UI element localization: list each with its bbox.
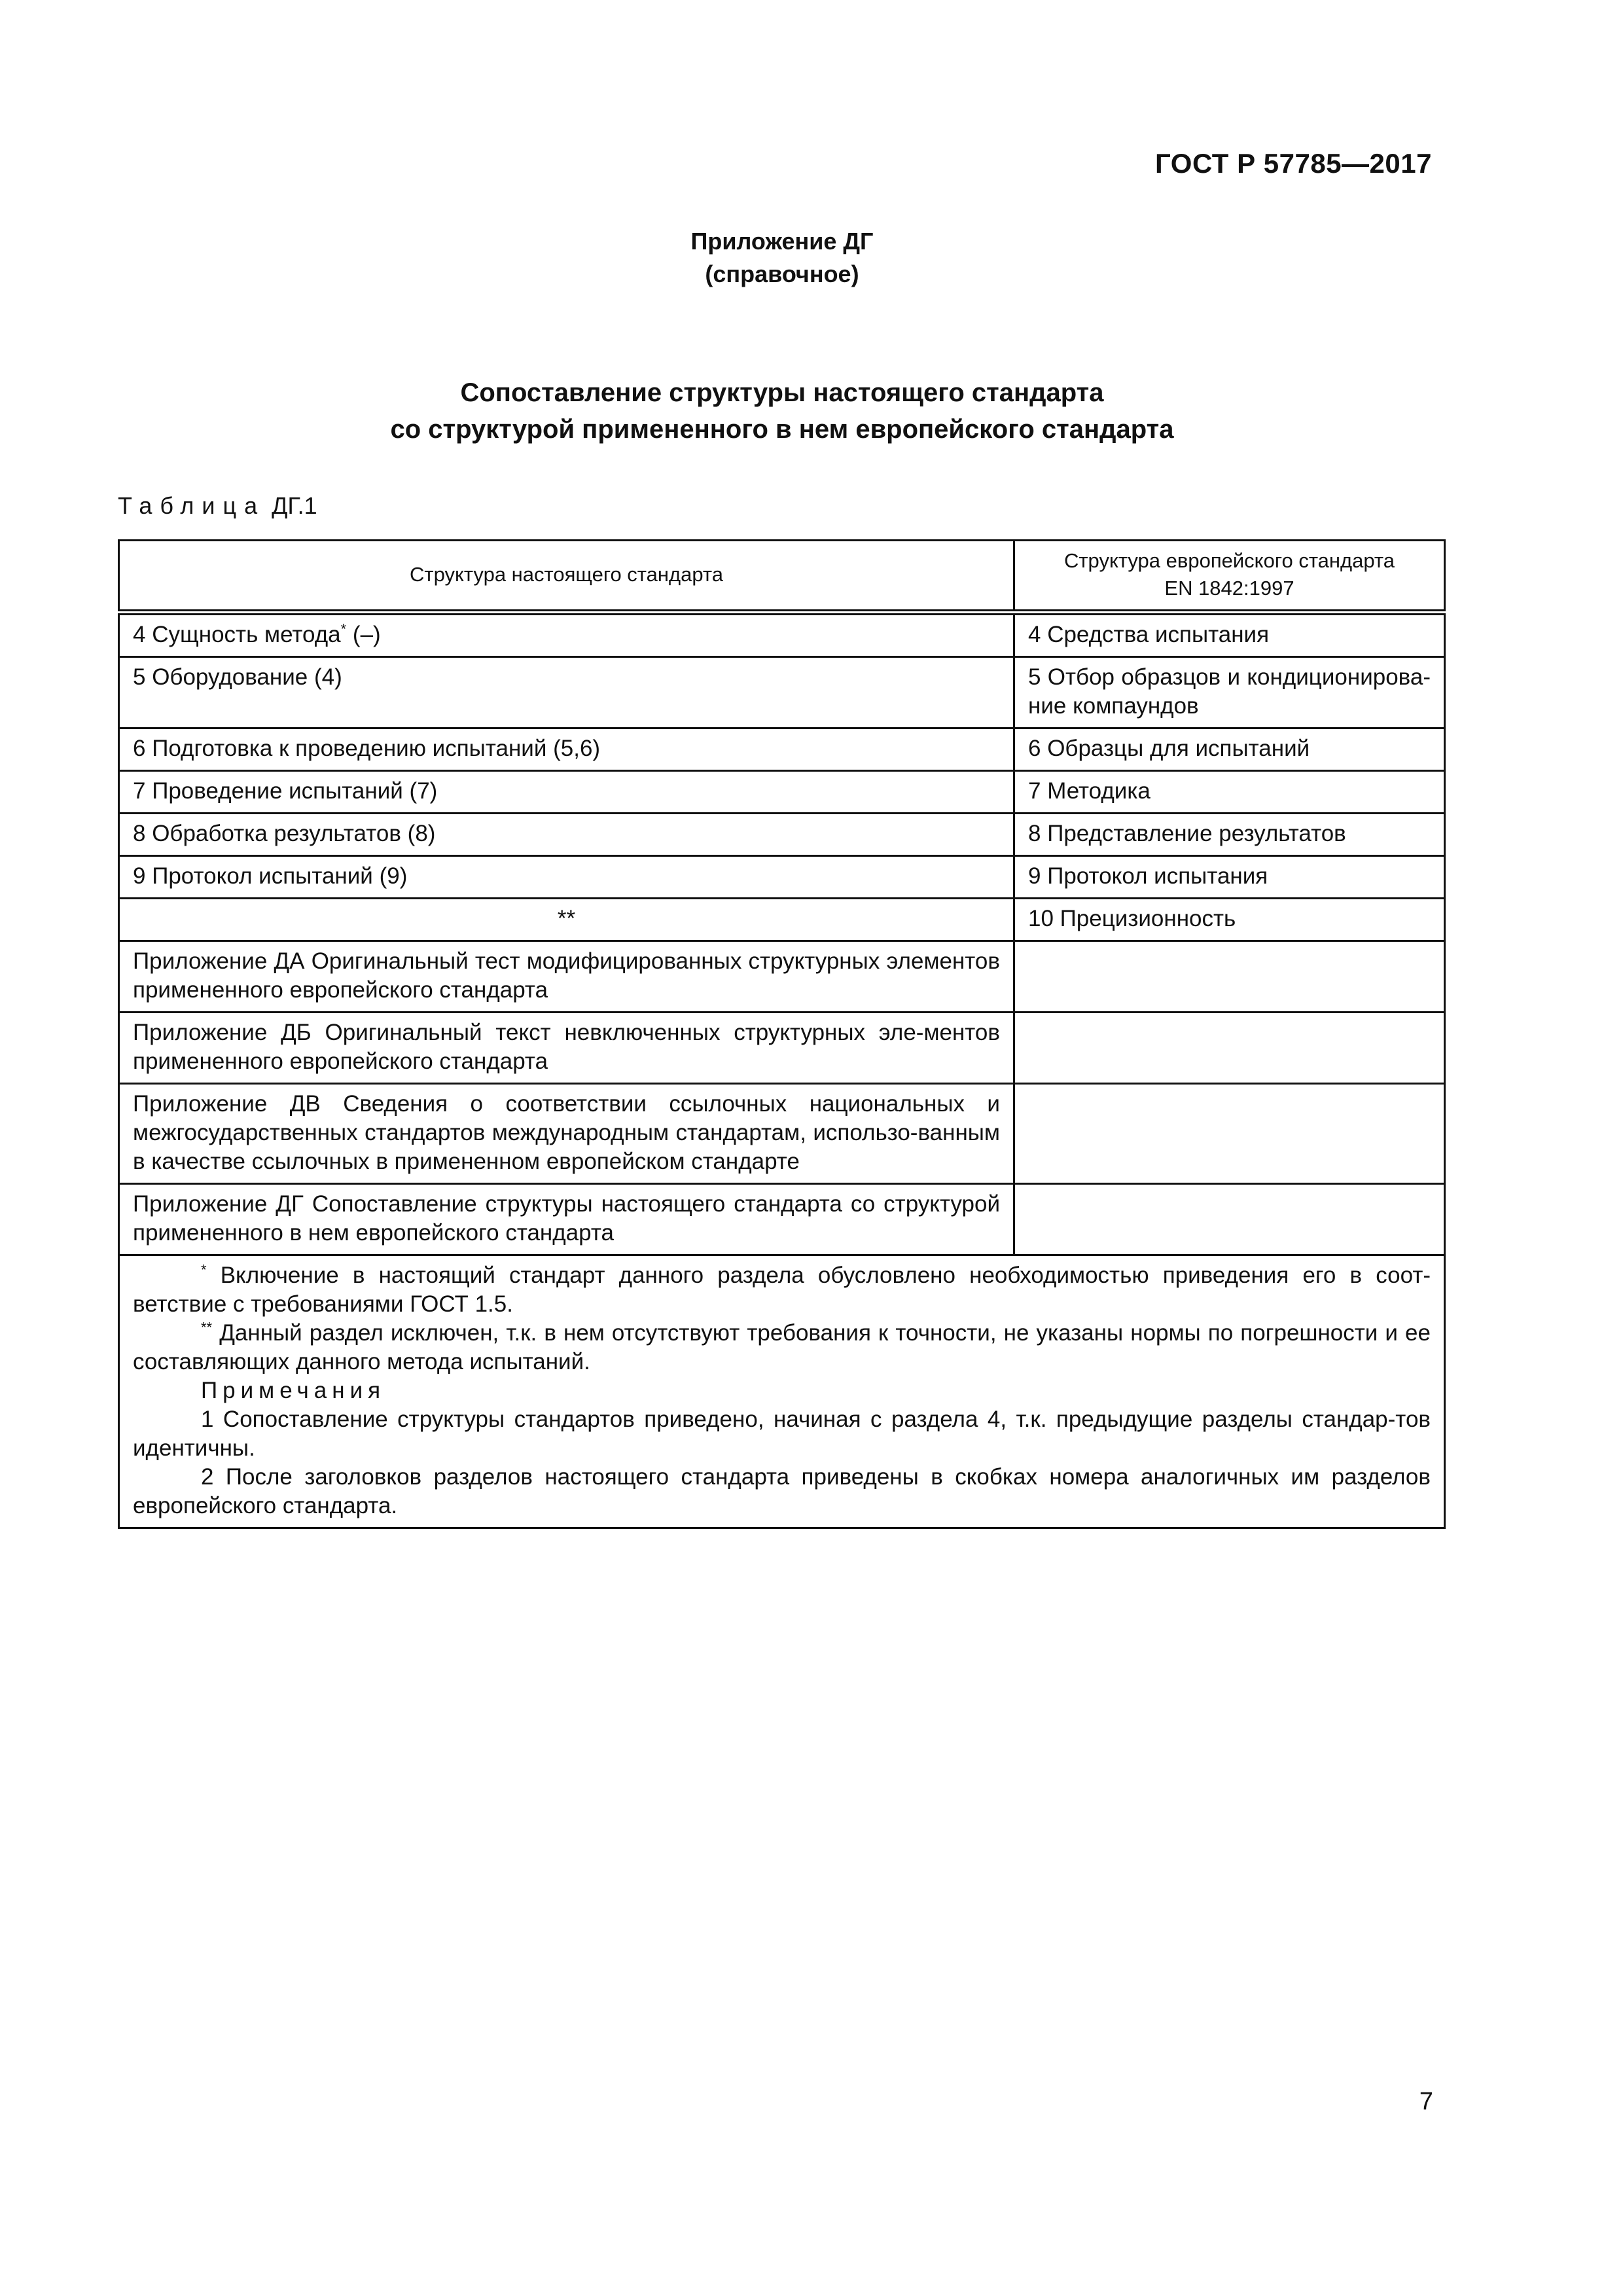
cell-european: 4 Средства испытания [1014,613,1445,657]
header-european-line-1: Структура европейского стандарта [1063,549,1395,572]
appendix-heading [0,225,1564,291]
cell-european: 8 Представление результатов [1014,814,1445,856]
table-row [119,814,1445,856]
cell-current: ** [119,899,1014,941]
table-row [119,613,1445,657]
footnote-mark: * [340,620,347,637]
table-footnotes [119,1255,1445,1528]
footnote-2-mark: ** [201,1319,213,1336]
cell-current: Приложение ДБ Оригинальный текст невключенных структурных эле-ментов примененного европейского стандарта [119,1013,1014,1084]
cell-european [1014,1013,1445,1084]
header-european-structure [1014,541,1445,613]
cell-current-suffix: (–) [346,622,381,647]
appendix-title: Приложение ДГ [690,228,874,255]
table-row [119,728,1445,771]
header-current-structure: Структура настоящего стандарта [119,541,1014,613]
page-number: 7 [1419,2088,1433,2115]
footnote-1 [133,1261,1431,1319]
table-label-word: Таблица [118,492,266,519]
cell-european [1014,1184,1445,1255]
table-header-row [119,541,1445,613]
cell-european [1014,1084,1445,1184]
cell-european: 6 Образцы для испытаний [1014,728,1445,771]
cell-european [1014,941,1445,1013]
section-title-line-2: со структурой примененного в нем европейского стандарта [390,415,1174,444]
table-row [119,1184,1445,1255]
document-code: ГОСТ Р 57785—2017 [1155,148,1432,179]
cell-current: 7 Проведение испытаний (7) [119,771,1014,814]
table-row [119,1013,1445,1084]
footnote-1-mark: * [201,1261,207,1278]
table-row [119,941,1445,1013]
cell-european: 5 Отбор образцов и кондиционирова-ние компаундов [1014,657,1445,728]
table-row [119,1084,1445,1184]
section-title [0,374,1564,448]
notes-heading: Примечания [201,1378,386,1403]
table-row [119,856,1445,899]
table-footnotes-row [119,1255,1445,1528]
comparison-table [118,539,1446,1529]
section-title-line-1: Сопоставление структуры настоящего стандарта [460,378,1104,407]
table-row [119,771,1445,814]
cell-current: 8 Обработка результатов (8) [119,814,1014,856]
header-european-line-2: EN 1842:1997 [1164,577,1294,600]
cell-current: 6 Подготовка к проведению испытаний (5,6) [119,728,1014,771]
note-1: 1 Сопоставление структуры стандартов приведено, начиная с раздела 4, т.к. предыдущие разделы стандар-тов идентичны. [133,1407,1431,1461]
note-2: 2 После заголовков разделов настоящего стандарта приведены в скобках номера аналогичных им разделов европейского стандарта. [133,1464,1431,1518]
footnote-2-text: Данный раздел исключен, т.к. в нем отсутствуют требования к точности, не указаны нормы по погрешности и ее составляющих данного метода испытаний. [133,1320,1431,1374]
table-label-number: ДГ.1 [272,492,317,519]
cell-current: 9 Протокол испытаний (9) [119,856,1014,899]
footnote-2 [133,1319,1431,1376]
cell-current: Приложение ДА Оригинальный тест модифицированных структурных элементов примененного европейского стандарта [119,941,1014,1013]
table-label [118,492,317,520]
cell-current: Приложение ДВ Сведения о соответствии ссылочных национальных и межгосударственных стандартов международным стандартам, использо-ванным в качестве ссылочных в примененном европейском стандарте [119,1084,1014,1184]
cell-current: 5 Оборудование (4) [119,657,1014,728]
cell-current-text: 4 Сущность метода [133,622,341,647]
cell-current: Приложение ДГ Сопоставление структуры настоящего стандарта со структурой примененного в нем европейского стандарта [119,1184,1014,1255]
footnote-1-text: Включение в настоящий стандарт данного раздела обусловлено необходимостью приведения его в соот-ветствие с требованиями ГОСТ 1.5. [133,1263,1431,1317]
appendix-kind: (справочное) [705,260,859,287]
cell-current [119,613,1014,657]
table-row [119,899,1445,941]
cell-european: 10 Прецизионность [1014,899,1445,941]
cell-european: 9 Протокол испытания [1014,856,1445,899]
table-row [119,657,1445,728]
cell-european: 7 Методика [1014,771,1445,814]
